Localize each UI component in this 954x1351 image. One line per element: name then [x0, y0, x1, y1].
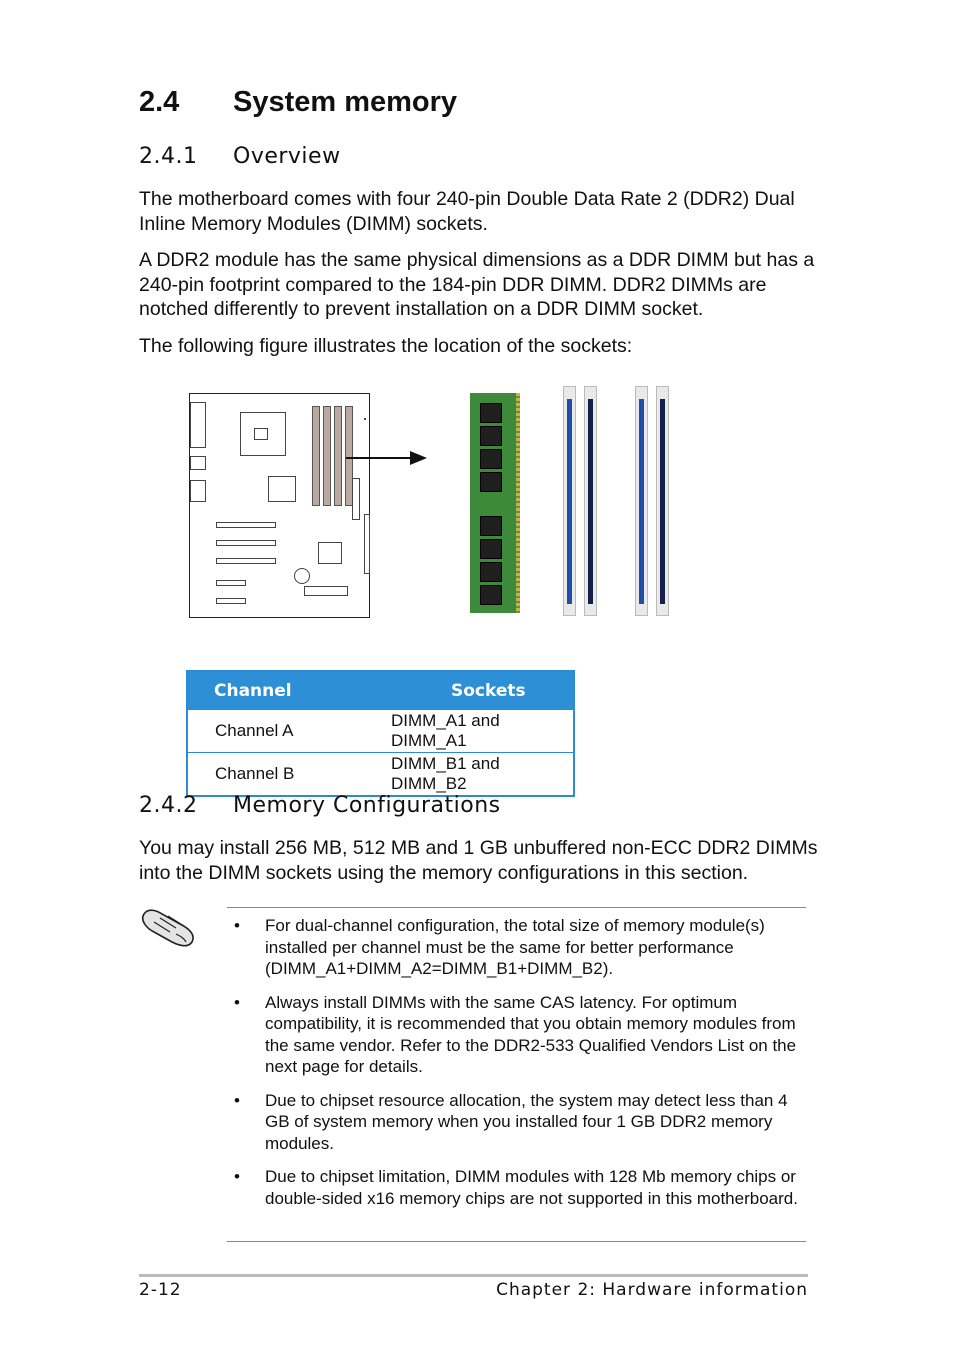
table-row	[187, 753, 574, 797]
memory-config-title: Memory Configurations	[233, 793, 501, 818]
ddr2-module-image	[470, 393, 520, 613]
note-top-rule	[227, 907, 806, 908]
io-ports	[190, 402, 206, 448]
memory-chip	[480, 562, 502, 582]
note-bottom-rule	[227, 1241, 806, 1242]
bullet: •	[234, 1167, 240, 1186]
note-list	[232, 915, 802, 1221]
section-heading	[139, 86, 457, 119]
motherboard-layout-figure	[189, 393, 370, 618]
pci-e-slot	[216, 522, 276, 528]
memory-chip	[480, 585, 502, 605]
overview-title: Overview	[233, 144, 341, 169]
dimm-slot	[312, 406, 320, 506]
dimm-socket-a1	[563, 386, 576, 616]
pci-slot	[216, 598, 246, 604]
dimm-slot	[334, 406, 342, 506]
overview-paragraph-2: A DDR2 module has the same physical dimensions as a DDR DIMM but has a 240-pin footprint compared to the 184-pin DDR DIMM. DDR2 DIMMs are notched differently to prevent installation on a DDR DIMM socket.	[139, 249, 815, 320]
memory-chip	[480, 449, 502, 469]
northbridge-chip	[268, 476, 296, 502]
southbridge-chip	[318, 542, 342, 564]
table-header-row	[187, 671, 574, 710]
note-item: • Due to chipset limitation, DIMM modules with 128 Mb memory chips or double-sided x16 memory chips are not supported in this motherboard.	[234, 1167, 798, 1208]
channel-table	[186, 670, 575, 797]
dimm-socket-b1	[635, 386, 648, 616]
pci-slot	[216, 540, 276, 546]
ide-connector	[352, 478, 360, 520]
memory-chip	[480, 472, 502, 492]
section-number: 2.4	[139, 86, 180, 118]
memory-chip	[480, 516, 502, 536]
dimm-socket-b2	[656, 386, 669, 616]
battery	[294, 568, 310, 584]
bullet: •	[234, 992, 240, 1012]
dimm-socket-a2	[584, 386, 597, 616]
table-cell: Channel A	[187, 710, 365, 753]
memory-chip	[480, 539, 502, 559]
memory-config-heading	[139, 793, 501, 818]
io-port	[190, 456, 206, 470]
section-title: System memory	[233, 86, 458, 118]
overview-number: 2.4.1	[139, 144, 198, 169]
page-number: 2-12	[139, 1280, 182, 1300]
footer-rule	[139, 1274, 808, 1277]
memory-chip	[480, 426, 502, 446]
column-header-channel: Channel	[187, 671, 365, 710]
header-block	[304, 586, 348, 596]
bullet: •	[234, 916, 240, 935]
table-cell: DIMM_A1 and DIMM_A1	[365, 710, 574, 753]
arrow-head-icon	[410, 451, 427, 465]
overview-heading	[139, 144, 341, 169]
overview-paragraph-3: The following figure illustrates the location of the sockets:	[139, 335, 633, 357]
column-header-sockets: Sockets	[365, 671, 574, 710]
note-item: • For dual-channel configuration, the total size of memory module(s) installed per channel must be the same for better performance (DIMM_A1+DIMM_A2=DIMM_B1+DIMM_B2).	[234, 916, 765, 978]
pci-slot	[216, 558, 276, 564]
note-item: • Always install DIMMs with the same CAS latency. For optimum compatibility, it is recommended that you obtain memory modules from the same vendor. Refer to the DDR2-533 Qualified Vendors List on the next page for details.	[234, 992, 797, 1076]
memory-config-paragraph: You may install 256 MB, 512 MB and 1 GB unbuffered non-ECC DDR2 DIMMs into the DIMM sockets using the memory configurations in this section.	[139, 837, 818, 884]
table-cell: Channel B	[187, 753, 365, 797]
io-port	[190, 480, 206, 502]
cpu-core	[254, 428, 268, 440]
pci-slot	[216, 580, 246, 586]
bullet: •	[234, 1090, 240, 1110]
hand-note-icon	[140, 904, 198, 948]
overview-paragraph-1: The motherboard comes with four 240-pin Double Data Rate 2 (DDR2) Dual Inline Memory Modules (DIMM) sockets.	[139, 188, 795, 235]
table-cell: DIMM_B1 and DIMM_B2	[365, 753, 574, 797]
memory-config-number: 2.4.2	[139, 793, 198, 818]
floppy-connector	[364, 514, 370, 574]
pointer-arrow	[346, 457, 414, 459]
module-pins	[516, 393, 520, 613]
chapter-title: Chapter 2: Hardware information	[496, 1280, 808, 1300]
note-item: • Due to chipset resource allocation, the system may detect less than 4 GB of system memory when you installed four 1 GB DDR2 memory modules.	[234, 1090, 788, 1153]
table-row	[187, 710, 574, 753]
dimm-slot	[323, 406, 331, 506]
memory-chip	[480, 403, 502, 423]
